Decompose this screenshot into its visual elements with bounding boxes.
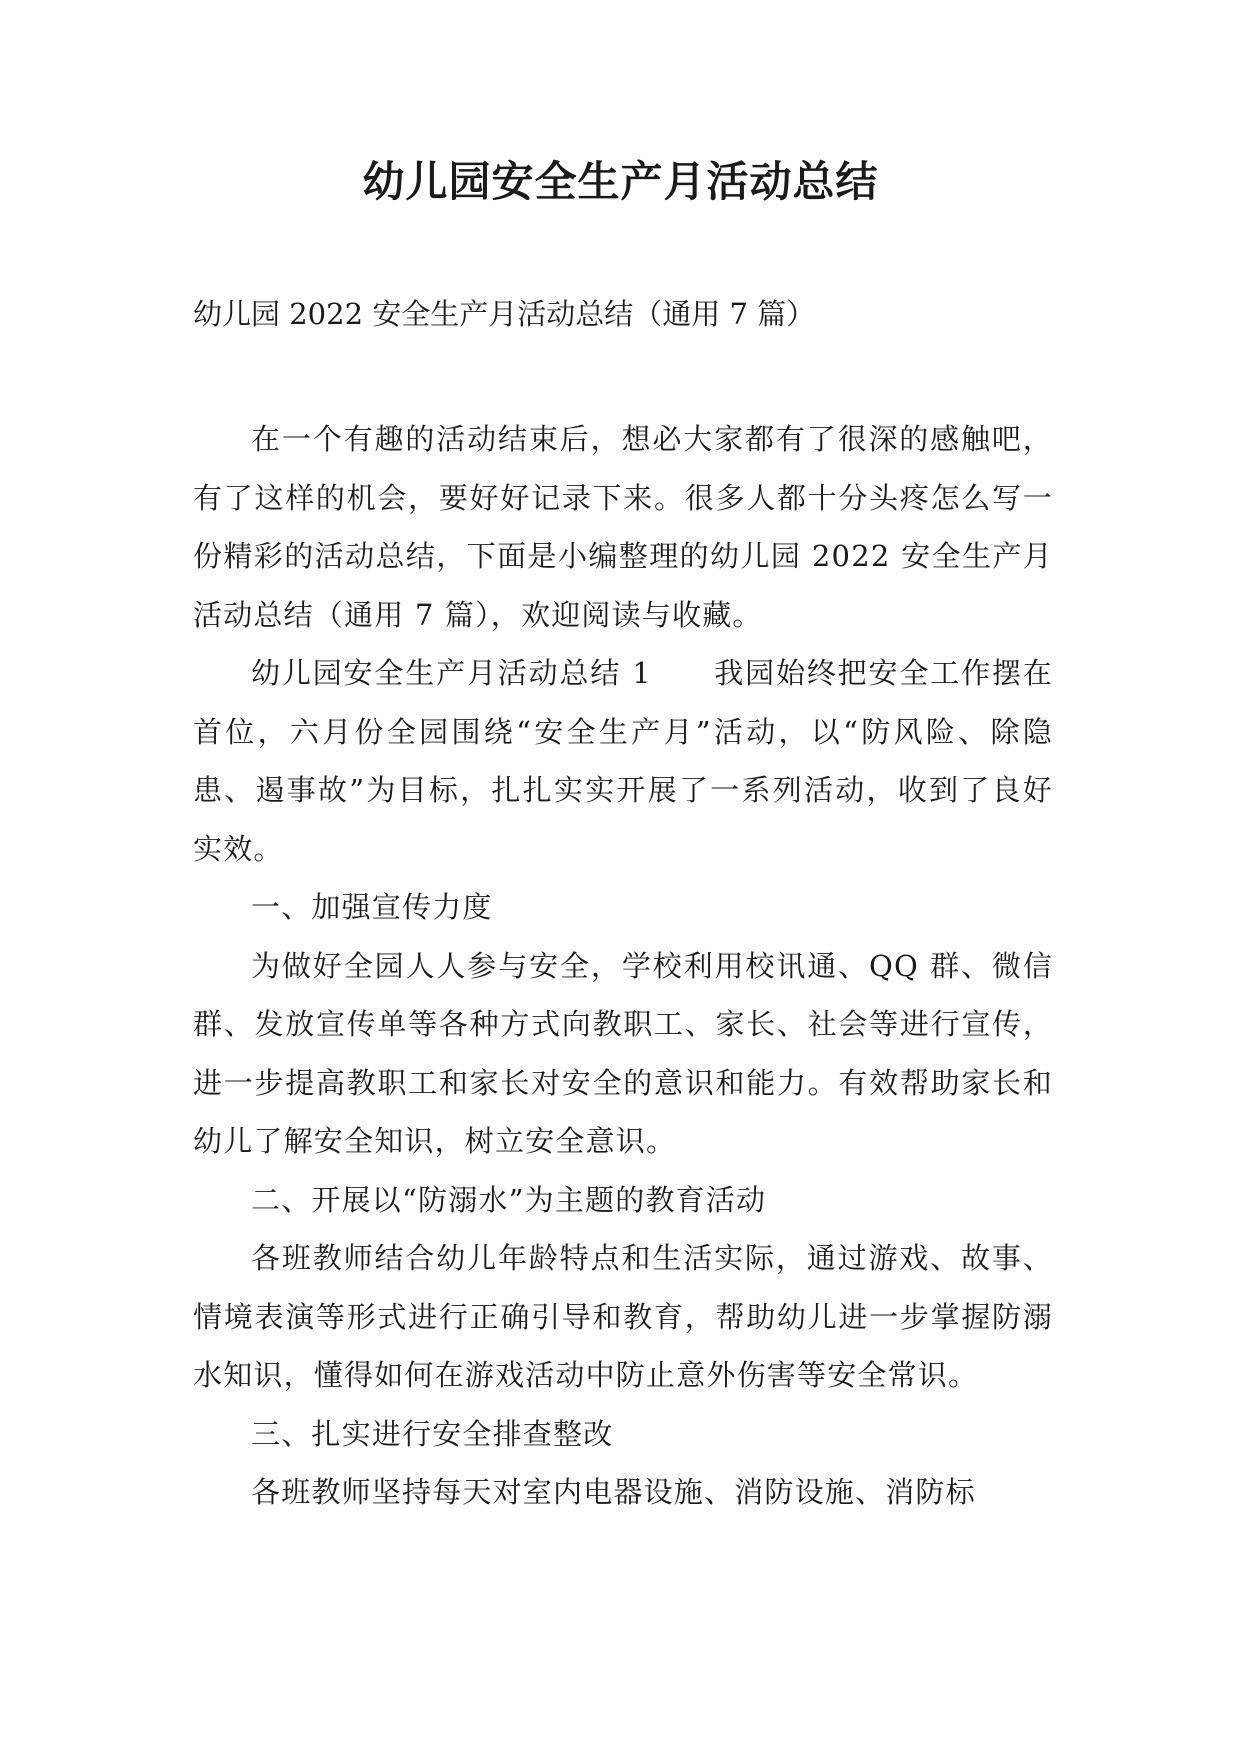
paragraph-intro: 在一个有趣的活动结束后，想必大家都有了很深的感触吧，有了这样的机会，要好好记录下来。很多人都十分头疼怎么写一份精彩的活动总结，下面是小编整理的幼儿园 2022 安全生产月活动总结（通用 7 篇），欢迎阅读与收藏。 xyxy=(193,422,1053,632)
section-heading-2: 二、开展以“防溺水”为主题的教育活动 xyxy=(251,1182,767,1217)
paragraph-section-2: 各班教师结合幼儿年龄特点和生活实际，通过游戏、故事、情境表演等形式进行正确引导和教育，帮助幼儿进一步掌握防溺水知识，懂得如何在游戏活动中防止意外伤害等安全常识。 xyxy=(193,1241,1053,1392)
document-title: 幼儿园安全生产月活动总结 xyxy=(362,157,879,206)
paragraph-section-3: 各班教师坚持每天对室内电器设施、消防设施、消防标 xyxy=(251,1475,976,1509)
paragraph-summary-1: 幼儿园安全生产月活动总结 1 我园始终把安全工作摆在首位，六月份全园围绕“安全生产月”活动，以“防风险、除隐患、遏事故”为目标，扎扎实实开展了一系列活动，收到了良好实效。 xyxy=(193,656,1053,866)
section-heading-1: 一、加强宣传力度 xyxy=(251,890,493,924)
document-subtitle: 幼儿园 2022 安全生产月活动总结（通用 7 篇） xyxy=(193,297,816,331)
document-body xyxy=(193,410,1053,1522)
section-heading-3: 三、扎实进行安全排查整改 xyxy=(251,1416,614,1451)
paragraph-section-1: 为做好全园人人参与安全，学校利用校讯通、QQ 群、微信群、发放宣传单等各种方式向教职工、家长、社会等进行宣传，进一步提高教职工和家长对安全的意识和能力。有效帮助家长和幼儿了解安全知识，树立安全意识。 xyxy=(193,948,1053,1158)
